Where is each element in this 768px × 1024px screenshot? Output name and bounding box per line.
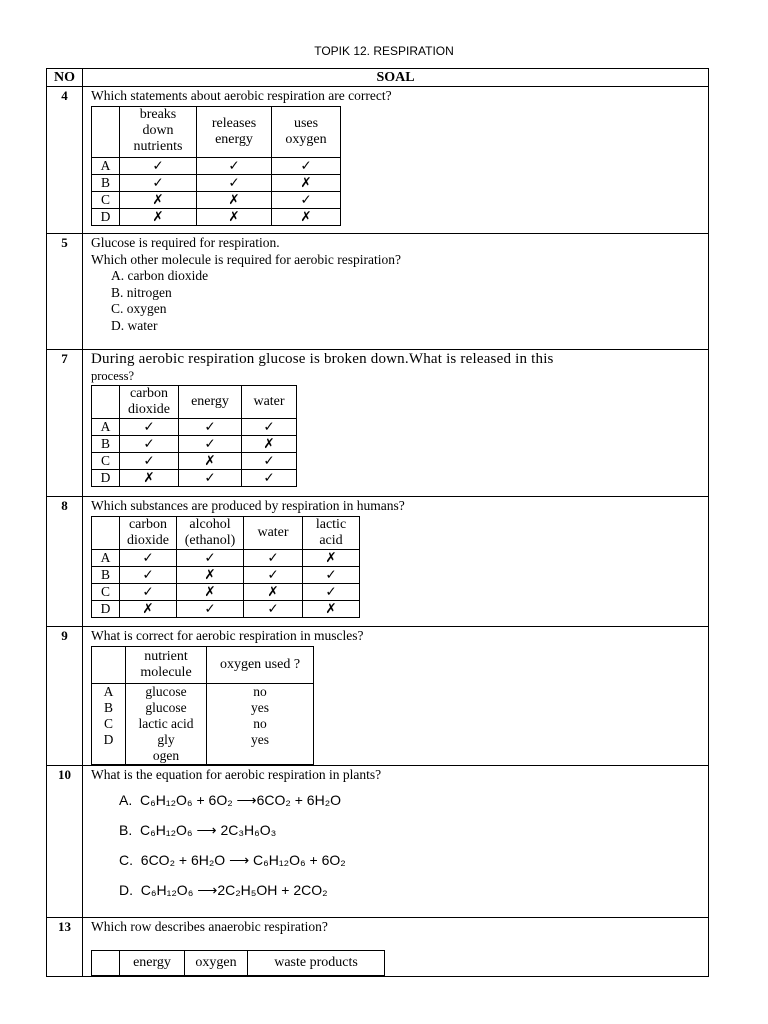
col-header: releases energy: [197, 106, 272, 157]
answer-row: D ✗ ✓ ✓ ✗: [92, 600, 360, 617]
question-number: 5: [47, 234, 83, 350]
answer-table: [91, 516, 360, 618]
question-text: During aerobic respiration glucose is broken down.What is released in this: [91, 351, 554, 367]
header-row: [47, 69, 709, 87]
arrow-icon: ⟶: [229, 852, 250, 868]
question-13: [47, 917, 709, 977]
question-text: What is correct for aerobic respiration in muscles?: [91, 628, 364, 643]
answer-row: C ✓ ✗ ✓: [92, 453, 297, 470]
question-8: [47, 497, 709, 627]
option-item: B. nitrogen: [111, 284, 172, 300]
question-text: What is the equation for aerobic respiration in plants?: [91, 766, 382, 782]
answer-row: D ✗ ✓ ✓: [92, 470, 297, 487]
option-item: A. carbon dioxide: [111, 268, 209, 283]
question-4: [47, 87, 709, 234]
page-title: TOPIK 12. RESPIRATION: [314, 44, 454, 58]
col-header: energy: [179, 386, 242, 419]
col-header: nutrient molecule: [126, 646, 207, 683]
question-number: 4: [47, 87, 83, 234]
answer-row: C ✓ ✗ ✗ ✓: [92, 583, 360, 600]
equation-item: A. C₆H₁₂O₆ + 6O₂ ⟶6CO₂ + 6H₂O: [119, 792, 342, 808]
arrow-icon: ⟶: [197, 882, 218, 898]
answer-table: [91, 646, 314, 765]
option-item: D. water: [111, 317, 158, 333]
answer-table: [91, 950, 385, 976]
question-number: 10: [47, 765, 83, 917]
answer-row: D gly ogen yes: [92, 732, 314, 765]
question-9: [47, 627, 709, 766]
col-header: alcohol (ethanol): [177, 516, 244, 549]
answer-row: A ✓ ✓ ✓ ✗: [92, 549, 360, 566]
answer-row: C ✗ ✗ ✓: [92, 191, 341, 208]
col-header: lactic acid: [303, 516, 360, 549]
option-item: C. oxygen: [111, 301, 167, 316]
arrow-icon: ⟶: [196, 822, 217, 838]
question-text: Which other molecule is required for aerobic respiration?: [91, 251, 401, 267]
header-soal: SOAL: [83, 69, 709, 87]
equation-item: C. 6CO₂ + 6H₂O ⟶ C₆H₁₂O₆ + 6O₂: [119, 852, 346, 868]
col-header: carbon dioxide: [120, 516, 177, 549]
question-text: Which row describes anaerobic respiration?: [91, 918, 328, 934]
equation-item: D. C₆H₁₂O₆ ⟶2C₂H₅OH + 2CO₂: [119, 882, 328, 898]
answer-row: A ✓ ✓ ✓: [92, 157, 341, 174]
answer-row: A glucose no: [92, 683, 314, 700]
equation-list: [91, 785, 708, 905]
option-list: [111, 268, 708, 334]
arrow-icon: ⟶: [236, 792, 257, 808]
question-number: 13: [47, 917, 83, 977]
col-header: water: [242, 386, 297, 419]
answer-row: C lactic acid no: [92, 716, 314, 732]
col-header: energy: [120, 951, 185, 976]
answer-row: B ✓ ✗ ✓ ✓: [92, 566, 360, 583]
col-header: oxygen used ?: [207, 646, 314, 683]
answer-row: B ✓ ✓ ✗: [92, 174, 341, 191]
header-no: NO: [47, 69, 83, 87]
question-table: [46, 68, 709, 977]
col-header: carbon dioxide: [120, 386, 179, 419]
answer-table: [91, 106, 341, 226]
col-header: uses oxygen: [272, 106, 341, 157]
question-7: [47, 350, 709, 497]
question-number: 7: [47, 350, 83, 497]
question-text: Glucose is required for respiration.: [91, 235, 280, 250]
question-number: 9: [47, 627, 83, 766]
col-header: water: [244, 516, 303, 549]
question-text: Which substances are produced by respiration in humans?: [91, 498, 405, 513]
question-number: 8: [47, 497, 83, 627]
col-header: breaks down nutrients: [120, 106, 197, 157]
question-text: Which statements about aerobic respiration are correct?: [91, 88, 392, 103]
question-5: [47, 234, 709, 350]
equation-item: B. C₆H₁₂O₆ ⟶ 2C₃H₆O₃: [119, 822, 277, 838]
question-text: process?: [91, 368, 135, 383]
col-header: waste products: [248, 951, 385, 976]
col-header: oxygen: [185, 951, 248, 976]
question-10: [47, 765, 709, 917]
answer-row: A ✓ ✓ ✓: [92, 419, 297, 436]
answer-row: B ✓ ✓ ✗: [92, 436, 297, 453]
answer-row: D ✗ ✗ ✗: [92, 208, 341, 225]
answer-table: [91, 385, 297, 487]
answer-row: B glucose yes: [92, 700, 314, 716]
